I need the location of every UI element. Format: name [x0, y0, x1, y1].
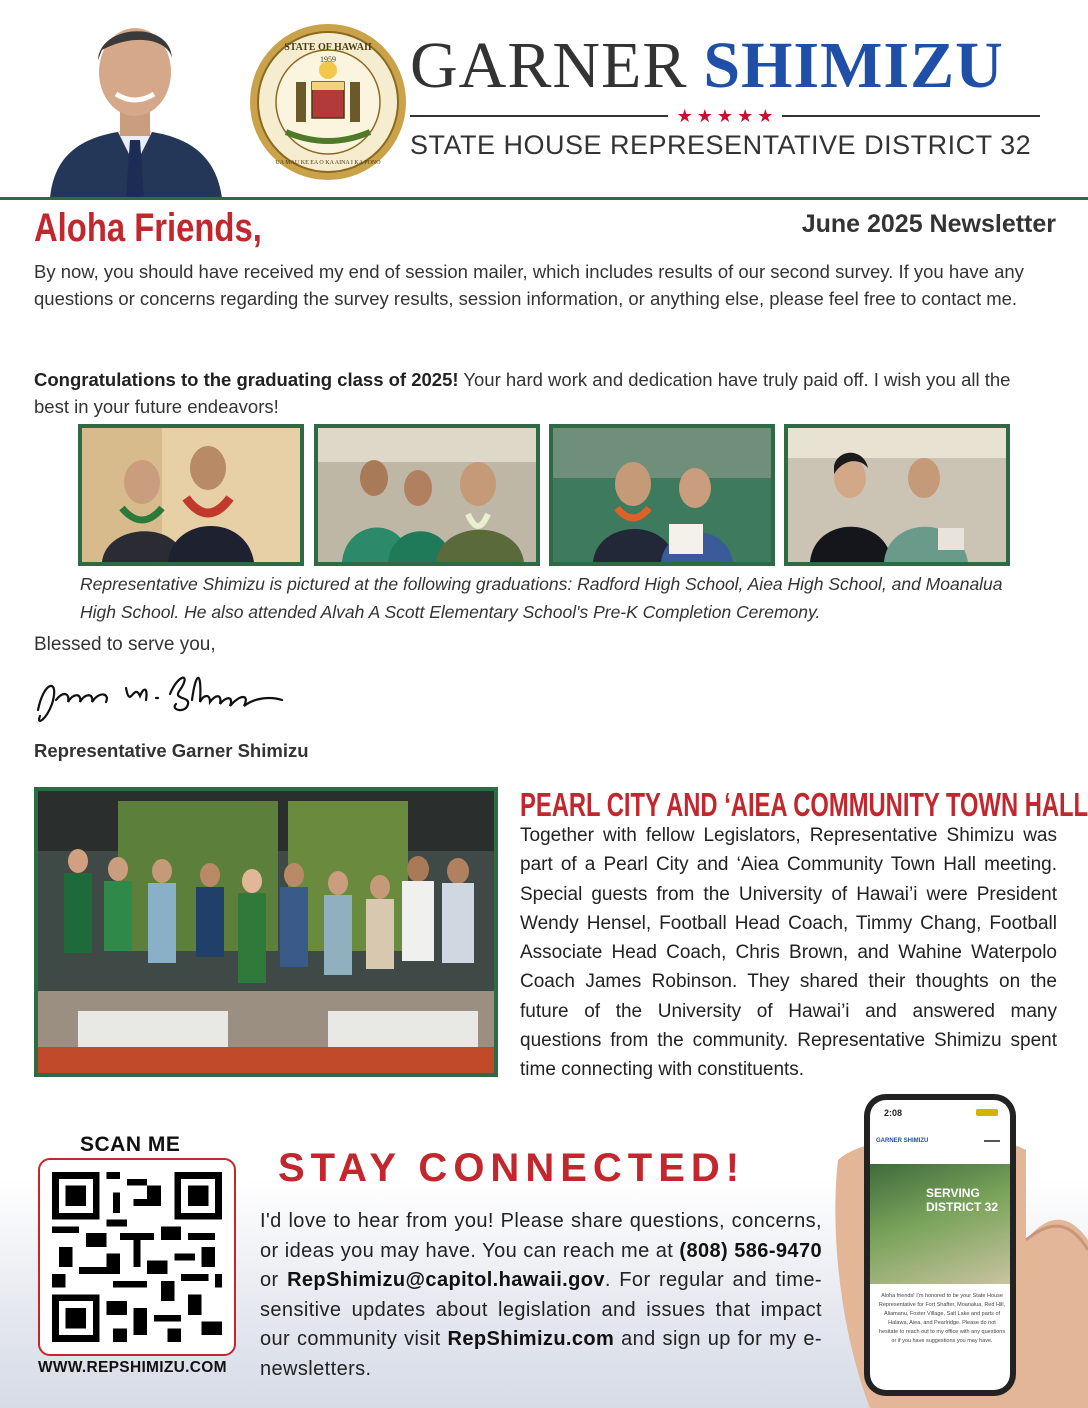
office-phone[interactable]: (808) 586-9470	[679, 1239, 822, 1262]
stay-text-2: . For regular and time-sensitive updates about legislation and issues that impact our community visit	[260, 1269, 822, 1350]
town-hall-body: Together with fellow Legislators, Representative Shimizu was part of a Pearl City and ‘Aiea Community Town Hall meeting. Special guests from the University of Hawai’i were President Wendy Hensel, Football Head Coach, Timmy Chang, Football Associate Head Coach, Chris Brown, and Wahine Waterpolo Coach James Robinson. They shared their thoughts on the future of the University of Hawai’i and answered many questions from the community. Representative Shimizu spent time connecting with constituents.	[520, 825, 1057, 1081]
brand-block	[410, 30, 1050, 161]
district-title: STATE HOUSE REPRESENTATIVE DISTRICT 32	[410, 130, 1032, 160]
graduation-photo-radford	[78, 424, 304, 566]
phone-screen	[870, 1100, 1010, 1390]
qr-code[interactable]	[38, 1158, 236, 1356]
stars-divider	[410, 104, 1040, 128]
signer-name: Representative Garner Shimizu	[34, 740, 309, 761]
divider-rule-right	[782, 115, 1040, 117]
stay-text-3: and sign up for my e-newsletters.	[260, 1328, 822, 1380]
signature-image	[30, 660, 310, 730]
graduation-photo-alvah-scott	[784, 424, 1010, 566]
divider-rule-left	[410, 115, 668, 117]
graduation-photo-aiea	[314, 424, 540, 566]
stay-connected-body	[260, 1207, 822, 1384]
stay-text-1: I'd love to hear from you! Please share questions, concerns, or ideas you may have. You can reach me at	[260, 1210, 822, 1262]
first-name: GARNER	[410, 29, 688, 102]
closing-line: Blessed to serve you,	[34, 634, 216, 655]
representative-name	[410, 30, 1050, 102]
stay-connected-title: STAY CONNECTED!	[278, 1146, 746, 1190]
stay-or: or	[260, 1269, 288, 1291]
phone-mockup	[864, 1094, 1016, 1396]
office-email[interactable]: RepShimizu@capitol.hawaii.gov	[287, 1269, 605, 1291]
last-name: SHIMIZU	[703, 29, 1004, 102]
graduation-photos	[78, 424, 1010, 566]
phone-hero-text: SERVING DISTRICT 32	[926, 1186, 999, 1214]
congrats-paragraph	[34, 366, 1024, 420]
website-link[interactable]: RepShimizu.com	[447, 1328, 615, 1350]
greeting: Aloha Friends,	[34, 206, 262, 250]
town-hall-title: PEARL CITY AND ‘AIEA COMMUNITY TOWN HALL	[520, 786, 1088, 823]
seal-motto: UA MAU KE EA O KA AINA I KA PONO	[275, 160, 381, 166]
menu-icon	[984, 1140, 1000, 1142]
website-url[interactable]: WWW.REPSHIMIZU.COM	[38, 1359, 227, 1376]
header	[0, 0, 1088, 200]
graduation-caption: Representative Shimizu is pictured at the following graduations: Radford High School, Aiea High School, and Moanalua High School. He also attended Alvah A Scott Elementary School's Pre-K Completion Ceremony.	[80, 574, 1003, 622]
stars-icon: ★★★★★	[676, 106, 778, 126]
congrats-bold: Congratulations to the graduating class of 2025!	[34, 369, 459, 390]
newsletter-date: June 2025 Newsletter	[801, 210, 1056, 238]
graduation-photo-moanalua	[549, 424, 775, 566]
battery-icon	[976, 1109, 998, 1116]
seal-year: 1959	[320, 55, 336, 64]
congrats-text: Your hard work and dedication have truly paid off. I wish you all the best in your future endeavors!	[34, 369, 1011, 417]
state-seal	[248, 22, 408, 182]
phone-time: 2:08	[884, 1108, 903, 1118]
representative-portrait	[40, 6, 230, 198]
header-divider	[0, 197, 1088, 200]
phone-site-logo: GARNER SHIMIZU	[876, 1138, 929, 1144]
phone-hero-image	[870, 1164, 1010, 1284]
scan-me-label: SCAN ME	[80, 1133, 181, 1156]
intro-paragraph: By now, you should have received my end of session mailer, which includes results of our second survey. If you have any questions or concerns regarding the survey results, session information, or anything else, please feel free to contact me.	[34, 261, 1024, 309]
town-hall-photo	[34, 787, 498, 1077]
seal-top-text: STATE OF HAWAII	[284, 42, 372, 53]
phone-body-text: Aloha friends! I'm honored to be your State House Representative for Fort Shafter, Moanalua, Red Hill, Aliamanu, Foster Village, Salt Lake and parts of Halawa, Aiea, and Pearlridge. Please do not hesitate to reach out to my office with any questions or if you have suggestions you may have.	[878, 1293, 1006, 1344]
